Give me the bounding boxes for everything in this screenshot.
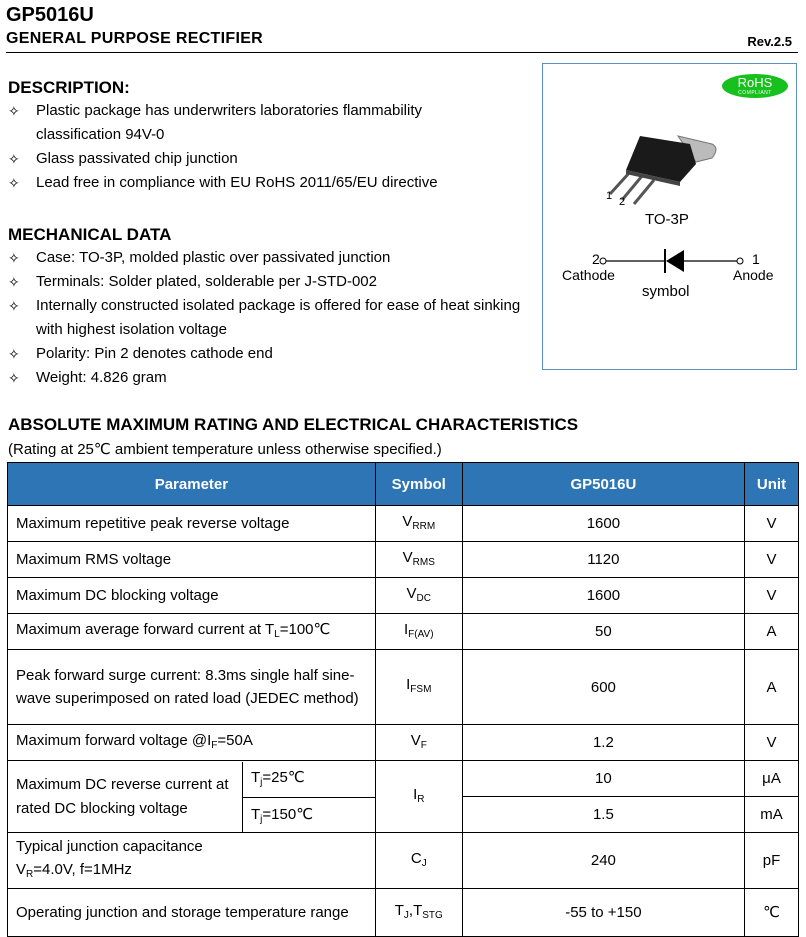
param-cell: Maximum average forward current at $T_L=100℃$: [8, 614, 376, 650]
unit-cell: ℃: [745, 889, 799, 937]
bullet-icon: ✧: [8, 175, 20, 191]
bullet-icon: ✧: [8, 370, 20, 386]
table-row: [8, 889, 799, 937]
value-cell: -55 to +150: [462, 889, 744, 937]
unit-cell: V: [745, 578, 799, 614]
param-cell: Operating junction and storage temperature range: [8, 889, 376, 937]
list-item: ✧ Internally constructed isolated package is offered for ease of heat sinking with highest isolation voltage: [8, 294, 528, 342]
list-item: ✧ Weight: 4.826 gram: [8, 366, 528, 390]
table-row: [8, 761, 799, 797]
diode-symbol-icon: [598, 248, 748, 274]
value-cell: 50: [462, 614, 744, 650]
table-row: [8, 833, 799, 889]
list-item: ✧ Lead free in compliance with EU RoHS 2011/65/EU directive: [8, 171, 488, 195]
mechanical-heading: MECHANICAL DATA: [8, 225, 172, 244]
unit-cell: A: [745, 650, 799, 725]
reverse-current-label: Maximum DC reverse current at rated DC blocking voltage: [16, 775, 229, 817]
list-item: ✧ Glass passivated chip junction: [8, 147, 488, 171]
table-row: [8, 725, 799, 761]
ratings-note: (Rating at 25℃ ambient temperature unless otherwise specified.): [8, 441, 442, 458]
anode-label: Anode: [733, 267, 774, 283]
symbol-cell: $V_F$: [375, 725, 462, 761]
value-cell: 240: [462, 833, 744, 889]
param-cell: Maximum repetitive peak reverse voltage: [8, 506, 376, 542]
value-cell: 1120: [462, 542, 744, 578]
param-cell: Maximum DC blocking voltage: [8, 578, 376, 614]
table-row: [8, 614, 799, 650]
ratings-heading: ABSOLUTE MAXIMUM RATING AND ELECTRICAL CHARACTERISTICS: [8, 415, 579, 434]
cathode-label: Cathode: [562, 267, 615, 283]
description-heading: DESCRIPTION:: [8, 78, 130, 97]
list-item: ✧ Terminals: Solder plated, solderable per J-STD-002: [8, 270, 528, 294]
unit-cell: pF: [745, 833, 799, 889]
symbol-caption: symbol: [642, 283, 690, 300]
param-cell: Peak forward surge current: 8.3ms single half sine-wave superimposed on rated load (JEDEC method): [8, 650, 376, 725]
table-row: [8, 506, 799, 542]
bullet-icon: ✧: [8, 250, 20, 266]
pin-label-1: 1: [606, 190, 613, 202]
symbol-cell: $V_{RRM}$: [375, 506, 462, 542]
symbol-cell: $V_{DC}$: [375, 578, 462, 614]
table-row: [8, 542, 799, 578]
revision-label: Rev.2.5: [747, 34, 792, 49]
mechanical-list: [8, 246, 528, 390]
symbol-cell: $I_{F(AV)}$: [375, 614, 462, 650]
column-header-symbol: Symbol: [375, 463, 462, 506]
bullet-icon: ✧: [8, 151, 20, 167]
symbol-cell: $V_{RMS}$: [375, 542, 462, 578]
header-divider: [6, 52, 798, 53]
bullet-icon: ✧: [8, 298, 20, 314]
value-cell: 1.5: [462, 797, 744, 833]
bullet-icon: ✧: [8, 346, 20, 362]
ratings-table: [7, 462, 799, 937]
table-row: [8, 578, 799, 614]
symbol-cell: $T_J,T_{STG}$: [375, 889, 462, 937]
param-cell: Maximum forward voltage $@I_F=50A$: [8, 725, 376, 761]
list-item: ✧ Case: TO-3P, molded plastic over passivated junction: [8, 246, 528, 270]
package-name: TO-3P: [645, 211, 689, 228]
list-item: ✧ Plastic package has underwriters laboratories flammability classification 94V-0: [8, 99, 488, 147]
description-list: [8, 99, 488, 195]
unit-cell: V: [745, 542, 799, 578]
pin-label-2: 2: [619, 196, 626, 208]
column-header-parameter: Parameter: [8, 463, 376, 506]
anode-pin-number: 1: [752, 251, 760, 267]
rohs-badge: RoHS COMPLIANT: [722, 74, 788, 98]
value-cell: 10: [462, 761, 744, 797]
param-cell: Maximum RMS voltage: [8, 542, 376, 578]
symbol-cell: $I_R$: [375, 761, 462, 833]
column-header-value: GP5016U: [462, 463, 744, 506]
unit-cell: mA: [745, 797, 799, 833]
unit-cell: V: [745, 506, 799, 542]
cathode-pin-number: 2: [592, 251, 600, 267]
param-cell: [8, 761, 376, 833]
condition-cell: $T_j=150℃$: [251, 805, 314, 825]
column-header-unit: Unit: [745, 463, 799, 506]
value-cell: 1600: [462, 506, 744, 542]
part-number: GP5016U: [6, 4, 94, 26]
unit-cell: μA: [745, 761, 799, 797]
table-header-row: [8, 463, 799, 506]
value-cell: 600: [462, 650, 744, 725]
value-cell: 1.2: [462, 725, 744, 761]
param-cell: Typical junction capacitance $V_R=4.0V$, f=1MHz: [8, 833, 376, 889]
bullet-icon: ✧: [8, 103, 20, 119]
symbol-cell: $I_{FSM}$: [375, 650, 462, 725]
value-cell: 1600: [462, 578, 744, 614]
document-subtitle: GENERAL PURPOSE RECTIFIER: [6, 30, 264, 47]
symbol-cell: $C_J$: [375, 833, 462, 889]
unit-cell: V: [745, 725, 799, 761]
table-row: [8, 650, 799, 725]
condition-cell: $T_j=25℃$: [243, 762, 375, 798]
unit-cell: A: [745, 614, 799, 650]
list-item: ✧ Polarity: Pin 2 denotes cathode end: [8, 342, 528, 366]
bullet-icon: ✧: [8, 274, 20, 290]
